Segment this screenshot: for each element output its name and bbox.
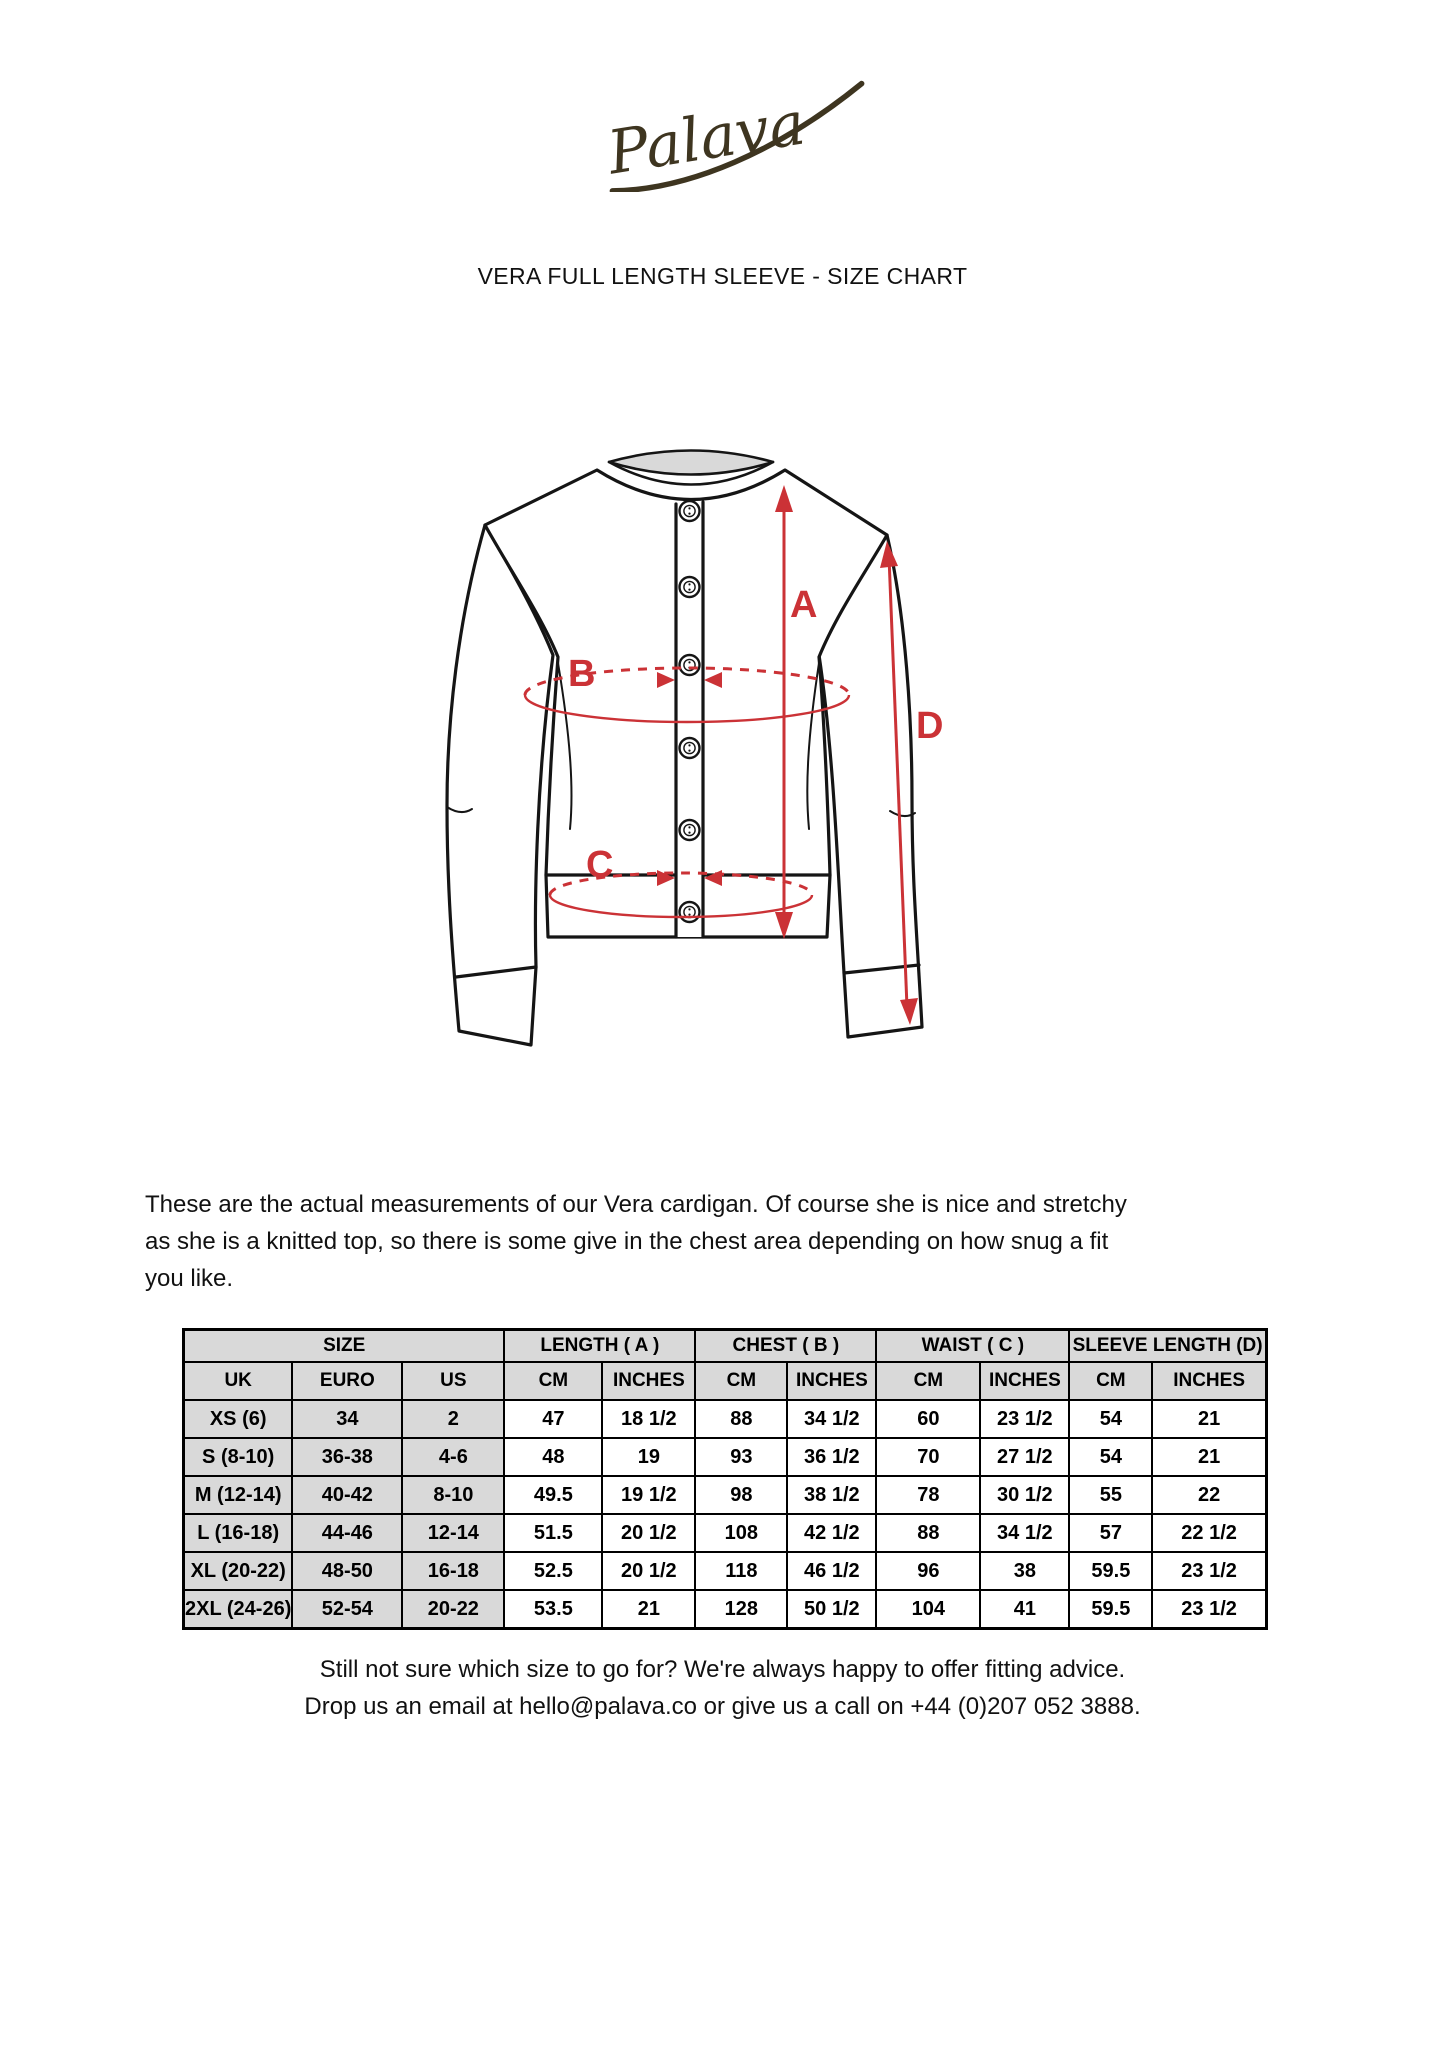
table-cell: 88 [695, 1400, 787, 1438]
cardigan-line-drawing-icon [320, 355, 1020, 1055]
table-row [184, 1514, 1267, 1552]
table-cell: 104 [876, 1590, 980, 1629]
table-cell: 23 1/2 [1152, 1590, 1266, 1629]
cardigan-measurement-diagram [320, 355, 1020, 1055]
table-cell: 16-18 [402, 1552, 504, 1590]
table-cell: 96 [876, 1552, 980, 1590]
table-cell: 23 1/2 [1152, 1552, 1266, 1590]
table-cell: 51.5 [504, 1514, 602, 1552]
table-cell: 88 [876, 1514, 980, 1552]
table-cell: 34 1/2 [980, 1514, 1069, 1552]
table-cell: M (12-14) [184, 1476, 293, 1514]
table-cell: 22 [1152, 1476, 1266, 1514]
intro-line: as she is a knitted top, so there is some give in the chest area depending on how snug a fit [145, 1228, 1109, 1255]
palava-script-logo-icon [585, 74, 885, 192]
table-cell: 2 [402, 1400, 504, 1438]
table-row [184, 1400, 1267, 1438]
column-header: INCHES [980, 1362, 1069, 1400]
column-header: INCHES [602, 1362, 695, 1400]
table-cell: 52-54 [292, 1590, 402, 1629]
table-cell: XS (6) [184, 1400, 293, 1438]
table-cell: 47 [504, 1400, 602, 1438]
table-cell: 41 [980, 1590, 1069, 1629]
table-cell: 49.5 [504, 1476, 602, 1514]
table-cell: 4-6 [402, 1438, 504, 1476]
fitting-advice-footer [0, 1651, 1445, 1725]
column-header: INCHES [787, 1362, 876, 1400]
group-header-row [184, 1330, 1267, 1363]
table-cell: 38 [980, 1552, 1069, 1590]
column-header: EURO [292, 1362, 402, 1400]
table-cell: 70 [876, 1438, 980, 1476]
group-header-length: LENGTH ( A ) [504, 1330, 695, 1363]
table-cell: 118 [695, 1552, 787, 1590]
table-cell: 19 [602, 1438, 695, 1476]
table-cell: 53.5 [504, 1590, 602, 1629]
table-cell: 2XL (24-26) [184, 1590, 293, 1629]
table-row [184, 1438, 1267, 1476]
table-cell: 12-14 [402, 1514, 504, 1552]
page-title: VERA FULL LENGTH SLEEVE - SIZE CHART [477, 263, 968, 289]
size-chart-table [182, 1328, 1268, 1630]
group-header-sleeve-length: SLEEVE LENGTH (D) [1069, 1330, 1266, 1363]
table-cell: 34 [292, 1400, 402, 1438]
table-cell: 20 1/2 [602, 1552, 695, 1590]
group-header-chest: CHEST ( B ) [695, 1330, 876, 1363]
table-cell: 54 [1069, 1438, 1152, 1476]
table-cell: 59.5 [1069, 1552, 1152, 1590]
table-cell: 52.5 [504, 1552, 602, 1590]
column-header: CM [504, 1362, 602, 1400]
table-cell: 27 1/2 [980, 1438, 1069, 1476]
table-cell: 19 1/2 [602, 1476, 695, 1514]
sub-header-row [184, 1362, 1267, 1400]
table-row [184, 1476, 1267, 1514]
column-header: US [402, 1362, 504, 1400]
table-cell: 42 1/2 [787, 1514, 876, 1552]
table-cell: 21 [1152, 1400, 1266, 1438]
table-cell: 46 1/2 [787, 1552, 876, 1590]
back-neck-band [609, 451, 773, 475]
table-cell: 38 1/2 [787, 1476, 876, 1514]
column-header: CM [876, 1362, 980, 1400]
table-cell: 55 [1069, 1476, 1152, 1514]
table-cell: 59.5 [1069, 1590, 1152, 1629]
table-cell: 21 [1152, 1438, 1266, 1476]
table-cell: 30 1/2 [980, 1476, 1069, 1514]
table-row [184, 1552, 1267, 1590]
table-cell: 128 [695, 1590, 787, 1629]
brand-logo [585, 74, 885, 192]
table-cell: 44-46 [292, 1514, 402, 1552]
table-cell: 20-22 [402, 1590, 504, 1629]
group-header-waist: WAIST ( C ) [876, 1330, 1069, 1363]
table-cell: 21 [602, 1590, 695, 1629]
table-cell: 23 1/2 [980, 1400, 1069, 1438]
label-length-A: A [790, 584, 818, 626]
table-cell: XL (20-22) [184, 1552, 293, 1590]
button-icon [680, 577, 700, 597]
table-cell: 34 1/2 [787, 1400, 876, 1438]
table-cell: L (16-18) [184, 1514, 293, 1552]
table-cell: 57 [1069, 1514, 1152, 1552]
table-cell: 60 [876, 1400, 980, 1438]
button-icon [680, 501, 700, 521]
table-cell: 18 1/2 [602, 1400, 695, 1438]
table-cell: 93 [695, 1438, 787, 1476]
table-cell: 48-50 [292, 1552, 402, 1590]
table-cell: 54 [1069, 1400, 1152, 1438]
table-cell: 40-42 [292, 1476, 402, 1514]
group-header-size: SIZE [184, 1330, 505, 1363]
table-cell: 20 1/2 [602, 1514, 695, 1552]
logo-text: Palava [603, 88, 810, 189]
table-cell: 48 [504, 1438, 602, 1476]
table-cell: 36 1/2 [787, 1438, 876, 1476]
label-sleeve-D: D [916, 705, 944, 747]
intro-paragraph [145, 1186, 1345, 1297]
intro-line: These are the actual measurements of our Vera cardigan. Of course she is nice and stretchy [145, 1191, 1127, 1218]
column-header: INCHES [1152, 1362, 1266, 1400]
table-cell: 98 [695, 1476, 787, 1514]
table-cell: 8-10 [402, 1476, 504, 1514]
footer-line: Drop us an email at hello@palava.co or give us a call on +44 (0)207 052 3888. [304, 1693, 1141, 1720]
table-cell: 108 [695, 1514, 787, 1552]
table-cell: 50 1/2 [787, 1590, 876, 1629]
intro-line: you like. [145, 1265, 234, 1292]
button-icon [680, 738, 700, 758]
label-chest-B: B [568, 653, 596, 695]
button-icon [680, 902, 700, 922]
button-icon [680, 820, 700, 840]
button-icon [680, 655, 700, 675]
table-cell: 22 1/2 [1152, 1514, 1266, 1552]
footer-line: Still not sure which size to go for? We're always happy to offer fitting advice. [319, 1656, 1126, 1683]
table-cell: S (8-10) [184, 1438, 293, 1476]
table-row [184, 1590, 1267, 1629]
column-header: CM [695, 1362, 787, 1400]
table-cell: 78 [876, 1476, 980, 1514]
table-cell: 36-38 [292, 1438, 402, 1476]
column-header: CM [1069, 1362, 1152, 1400]
label-waist-C: C [586, 844, 614, 886]
column-header: UK [184, 1362, 293, 1400]
